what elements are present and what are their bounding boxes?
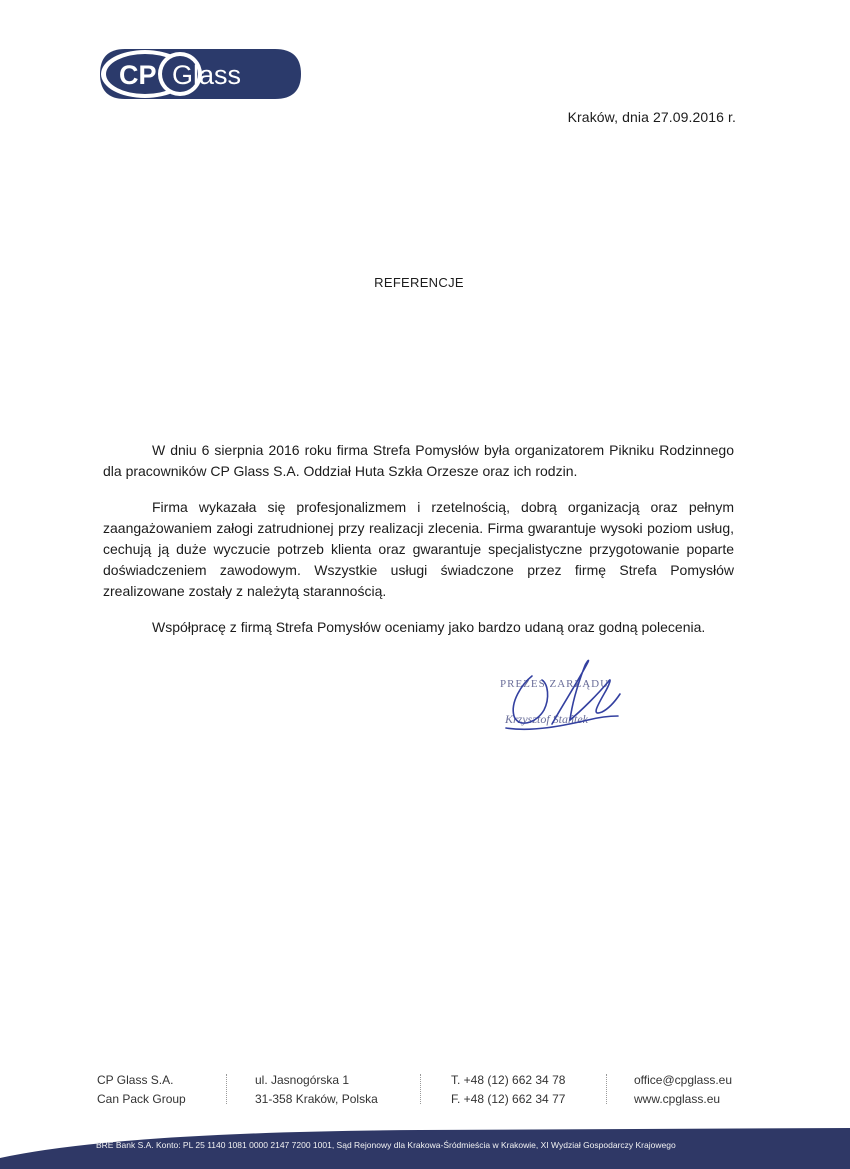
footer-email: office@cpglass.eu xyxy=(634,1073,733,1087)
paragraph-2: Firma wykazała się profesjonalizmem i rzetelnością, dobrą organizacją oraz pełnym zaangażowaniem załogi zatrudnionej przy realizacji zlecenia. Firma gwarantuje wysoki poziom usług, cechują ją duże wyczucie potrzeb klienta oraz gwarantuje specjalistyczne przygotowanie poparte doświadczeniem zawodowym. Wszystkie usługi świadczone przez firmę Strefa Pomysłów zrealizowane zostały z należytą starannością. xyxy=(103,499,734,599)
signature-strokes xyxy=(492,654,632,740)
footer-divider xyxy=(420,1074,421,1104)
stamp-role: PREZES ZARZĄDU xyxy=(500,678,610,690)
cp-glass-logo-graphic xyxy=(97,46,301,102)
paragraph-3: Współpracę z firmą Strefa Pomysłów oceniamy jako bardzo udaną oraz godną polecenia. xyxy=(152,619,706,635)
footer-city: 31-358 Kraków, Polska xyxy=(255,1092,378,1106)
footer-fax: F. +48 (12) 662 34 77 xyxy=(451,1092,566,1106)
footer-divider xyxy=(606,1074,607,1104)
footer-group: Can Pack Group xyxy=(97,1092,186,1106)
footer-contact-block xyxy=(634,1071,732,1109)
letter-date: Kraków, dnia 27.09.2016 r. xyxy=(567,109,736,125)
cp-glass-logo xyxy=(97,46,301,102)
footer-address-block xyxy=(255,1071,378,1109)
bank-registration-line: BRE Bank S.A. Konto: PL 25 1140 1081 0000 2147 7200 1001, Sąd Rejonowy dla Krakowa-Śródmieścia w Krakowie, XI Wydział Gospodarczy Krajowego xyxy=(96,1140,676,1150)
logo-cp-text: CP xyxy=(119,60,157,90)
footer-company: CP Glass S.A. xyxy=(97,1073,174,1087)
logo-glass-text: Glass xyxy=(172,60,242,90)
footer-street: ul. Jasnogórska 1 xyxy=(255,1073,350,1087)
footer-phone: T. +48 (12) 662 34 78 xyxy=(451,1073,566,1087)
paragraph-1: W dniu 6 sierpnia 2016 roku firma Strefa Pomysłów była organizatorem Pikniku Rodzinnego dla pracowników CP Glass S.A. Oddział Huta Szkła Orzesze oraz ich rodzin. xyxy=(103,442,734,479)
footer-company-block xyxy=(97,1071,186,1109)
letter-body xyxy=(103,440,734,653)
footer-website: www.cpglass.eu xyxy=(634,1092,721,1106)
footer-divider xyxy=(226,1074,227,1104)
footer-phone-block xyxy=(451,1071,565,1109)
stamp-name: Krzysztof Stańtek xyxy=(505,712,588,726)
handwritten-signature xyxy=(492,654,632,740)
letter-title: REFERENCJE xyxy=(374,275,464,290)
